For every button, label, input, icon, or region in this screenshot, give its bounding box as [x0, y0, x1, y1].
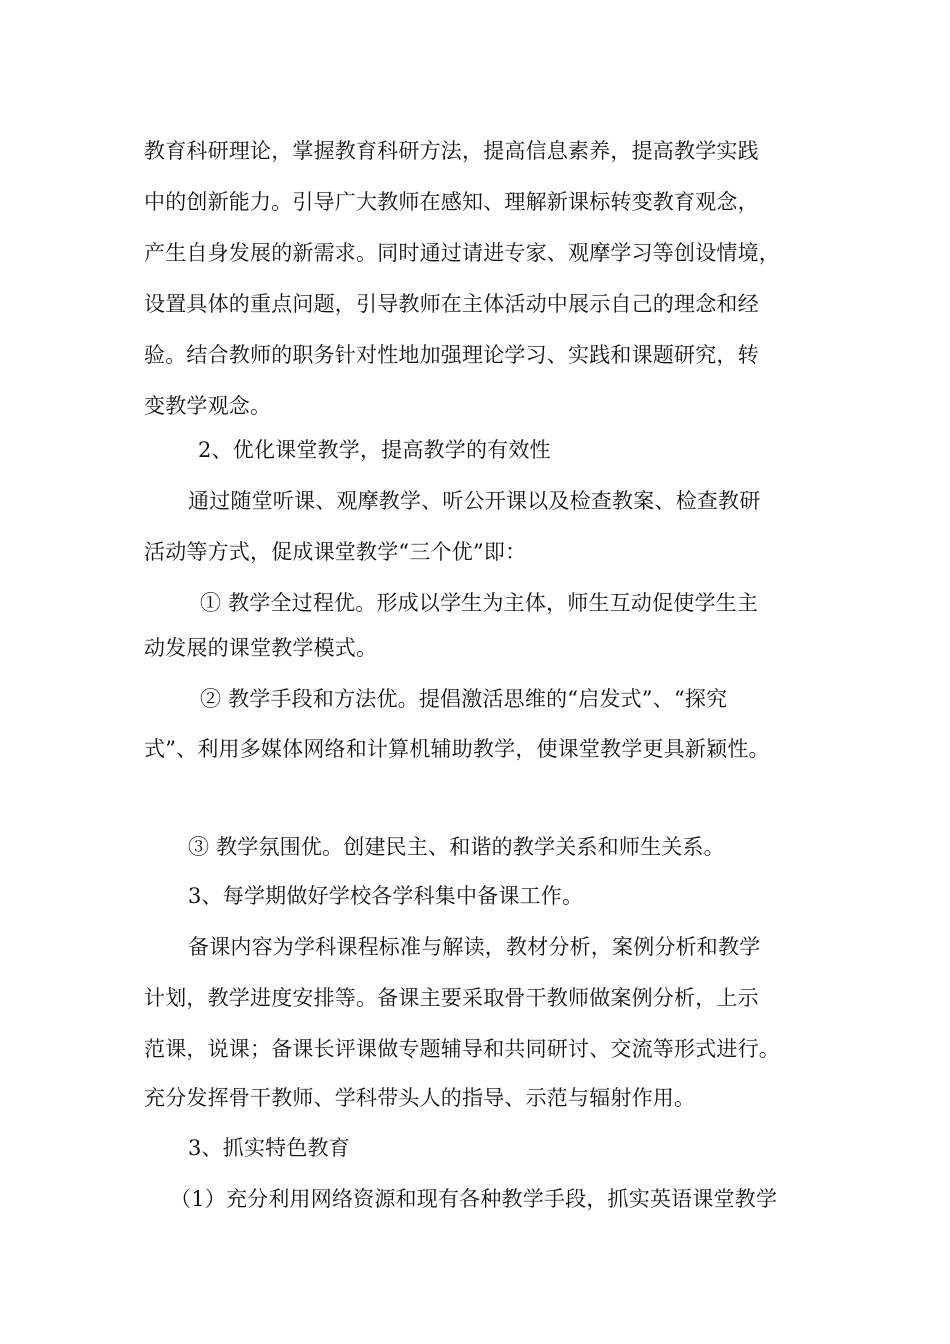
section-heading: 2、优化课堂教学，提高教学的有效性 [198, 438, 551, 462]
paragraph-line: 活动等方式，促成课堂教学“三个优”即： [144, 540, 527, 564]
paragraph-line: 变教学观念。 [144, 394, 272, 418]
paragraph-line: （1）充分利用网络资源和现有各种教学手段，抓实英语课堂教学 [170, 1187, 778, 1211]
paragraph-line: 范课，说课；备课长评课做专题辅导和共同研讨、交流等形式进行。 [144, 1037, 780, 1061]
paragraph-line: 充分发挥骨干教师、学科带头人的指导、示范与辐射作用。 [144, 1086, 696, 1110]
paragraph-line: 中的创新能力。引导广大教师在感知、理解新课标转变教育观念， [144, 190, 759, 214]
paragraph-line: 式”、利用多媒体网络和计算机辅助教学，使课堂教学更具新颖性。 [144, 737, 770, 761]
list-item-line: ② 教学手段和方法优。提倡激活思维的“启发式”、“探究 [200, 687, 728, 711]
section-heading: 3、抓实特色教育 [188, 1136, 350, 1160]
paragraph-line: 备课内容为学科课程标准与解读，教材分析，案例分析和教学 [188, 935, 761, 959]
list-item-line: ③ 教学氛围优。创建民主、和谐的教学关系和师生关系。 [188, 835, 725, 859]
paragraph-line: 通过随堂听课、观摩教学、听公开课以及检查教案、检查教研 [188, 489, 761, 513]
paragraph-line: 动发展的课堂教学模式。 [144, 636, 378, 660]
section-heading: 3、每学期做好学校各学科集中备课工作。 [188, 884, 584, 908]
paragraph-line: 产生自身发展的新需求。同时通过请进专家、观摩学习等创设情境， [144, 241, 780, 265]
paragraph-line: 教育科研理论，掌握教育科研方法，提高信息素养，提高教学实践 [144, 139, 759, 163]
list-item-line: ① 教学全过程优。形成以学生为主体，师生互动促使学生主 [200, 591, 759, 615]
paragraph-line: 计划，教学进度安排等。备课主要采取骨干教师做案例分析，上示 [144, 986, 759, 1010]
paragraph-line: 设置具体的重点问题，引导教师在主体活动中展示自己的理念和经 [144, 292, 759, 316]
paragraph-line: 验。结合教师的职务针对性地加强理论学习、实践和课题研究，转 [144, 343, 759, 367]
